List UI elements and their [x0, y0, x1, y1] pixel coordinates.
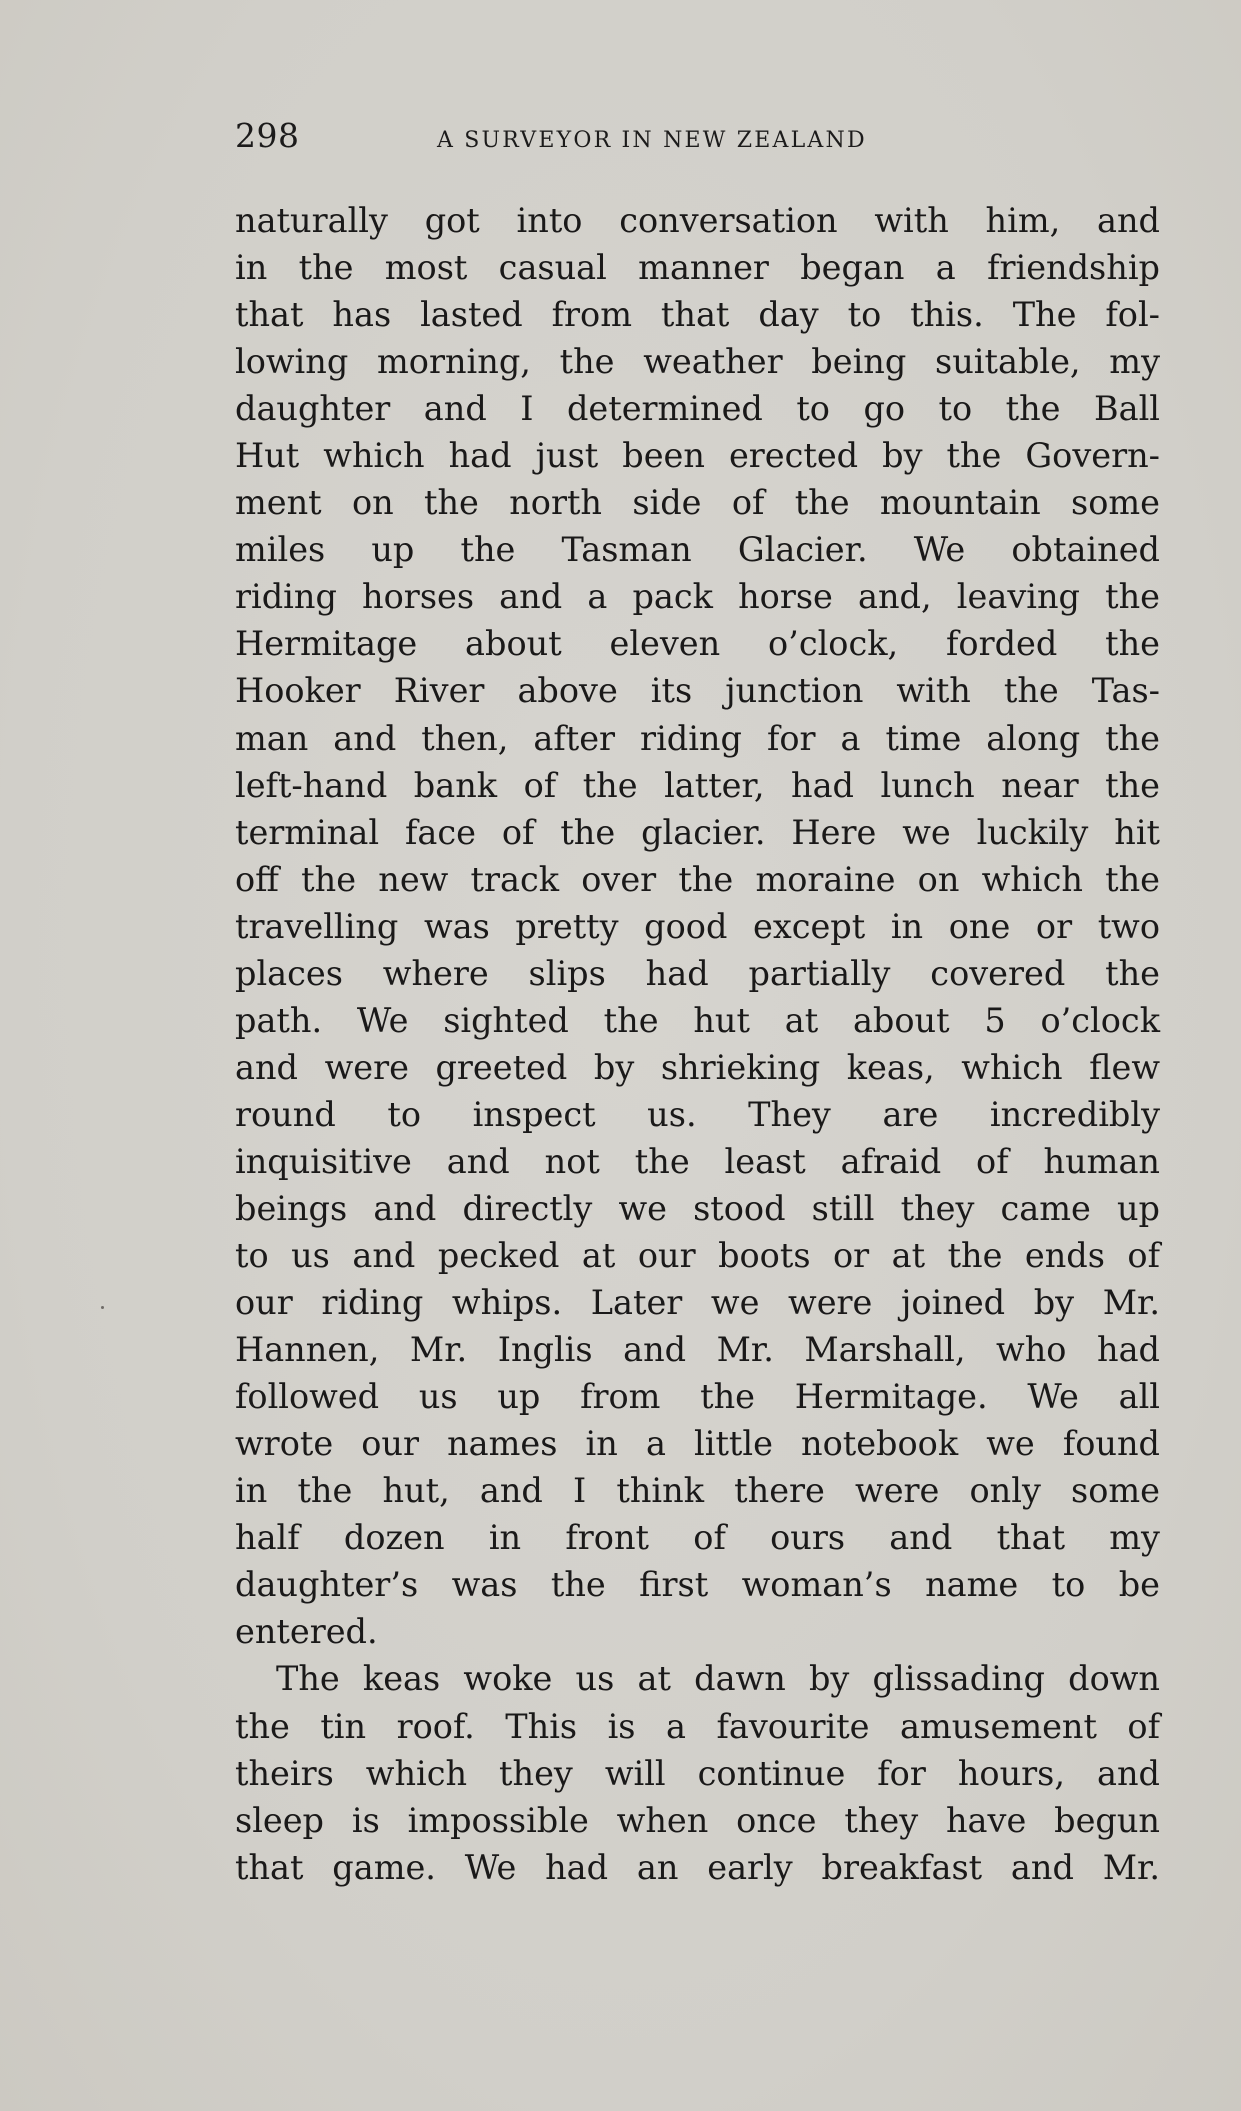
text-line: entered. — [235, 1612, 378, 1652]
text-line: daughter’s was the first woman’s name to be — [235, 1565, 1160, 1605]
text-line: inquisitive and not the least afraid of human — [235, 1141, 1160, 1181]
text-line: sleep is impossible when once they have begun — [235, 1800, 1160, 1840]
text-line: daughter and I determined to go to the Ball — [235, 389, 1160, 429]
text-line: round to inspect us. They are incredibly — [235, 1094, 1160, 1134]
text-line: Hooker River above its junction with the Tas- — [235, 671, 1160, 711]
text-line: off the new track over the moraine on which the — [235, 859, 1160, 899]
text-line: places where slips had partially covered the — [235, 953, 1160, 993]
text-line: path. We sighted the hut at about 5 o’clock — [235, 1000, 1160, 1040]
text-line: Hermitage about eleven o’clock, forded the — [235, 624, 1160, 664]
text-line: in the most casual manner began a friendship — [235, 248, 1160, 288]
text-line: followed us up from the Hermitage. We all — [235, 1377, 1160, 1417]
text-line: Hut which had just been erected by the Govern- — [235, 436, 1160, 476]
text-line: theirs which they will continue for hours, and — [235, 1753, 1160, 1793]
margin-speck — [101, 1306, 104, 1309]
text-line: our riding whips. Later we were joined by Mr. — [235, 1283, 1160, 1323]
text-line: to us and pecked at our boots or at the ends of — [235, 1236, 1160, 1276]
text-line: Hannen, Mr. Inglis and Mr. Marshall, who had — [235, 1330, 1160, 1370]
text-line: naturally got into conversation with him, and — [235, 201, 1160, 240]
paragraph-2 — [235, 1655, 1160, 1890]
text-line: beings and directly we stood still they came up — [235, 1188, 1160, 1228]
text-line: miles up the Tasman Glacier. We obtained — [235, 530, 1160, 570]
text-line: wrote our names in a little notebook we found — [235, 1424, 1160, 1464]
text-line: man and then, after riding for a time along the — [235, 718, 1160, 758]
text-line: in the hut, and I think there were only some — [235, 1471, 1160, 1511]
text-line: that has lasted from that day to this. The fol- — [235, 295, 1160, 335]
text-line: that game. We had an early breakfast and Mr. — [235, 1847, 1160, 1887]
text-line: and were greeted by shrieking keas, which flew — [235, 1047, 1160, 1087]
text-line: travelling was pretty good except in one or two — [235, 906, 1160, 946]
text-line: the tin roof. This is a favourite amusement of — [235, 1706, 1160, 1746]
text-line: The keas woke us at dawn by glissading down — [276, 1659, 1160, 1699]
body-text — [235, 197, 1160, 1891]
text-line: ment on the north side of the mountain some — [235, 483, 1160, 523]
page-header — [235, 116, 1160, 166]
text-line: riding horses and a pack horse and, leaving the — [235, 577, 1160, 617]
text-line: lowing morning, the weather being suitable, my — [235, 342, 1160, 382]
text-line: half dozen in front of ours and that my — [235, 1518, 1160, 1558]
paragraph-1 — [235, 197, 1160, 1655]
text-line: terminal face of the glacier. Here we luckily hit — [235, 812, 1160, 852]
page-number: 298 — [235, 116, 300, 155]
running-head: A SURVEYOR IN NEW ZEALAND — [437, 128, 867, 153]
text-line: left-hand bank of the latter, had lunch near the — [235, 765, 1160, 805]
